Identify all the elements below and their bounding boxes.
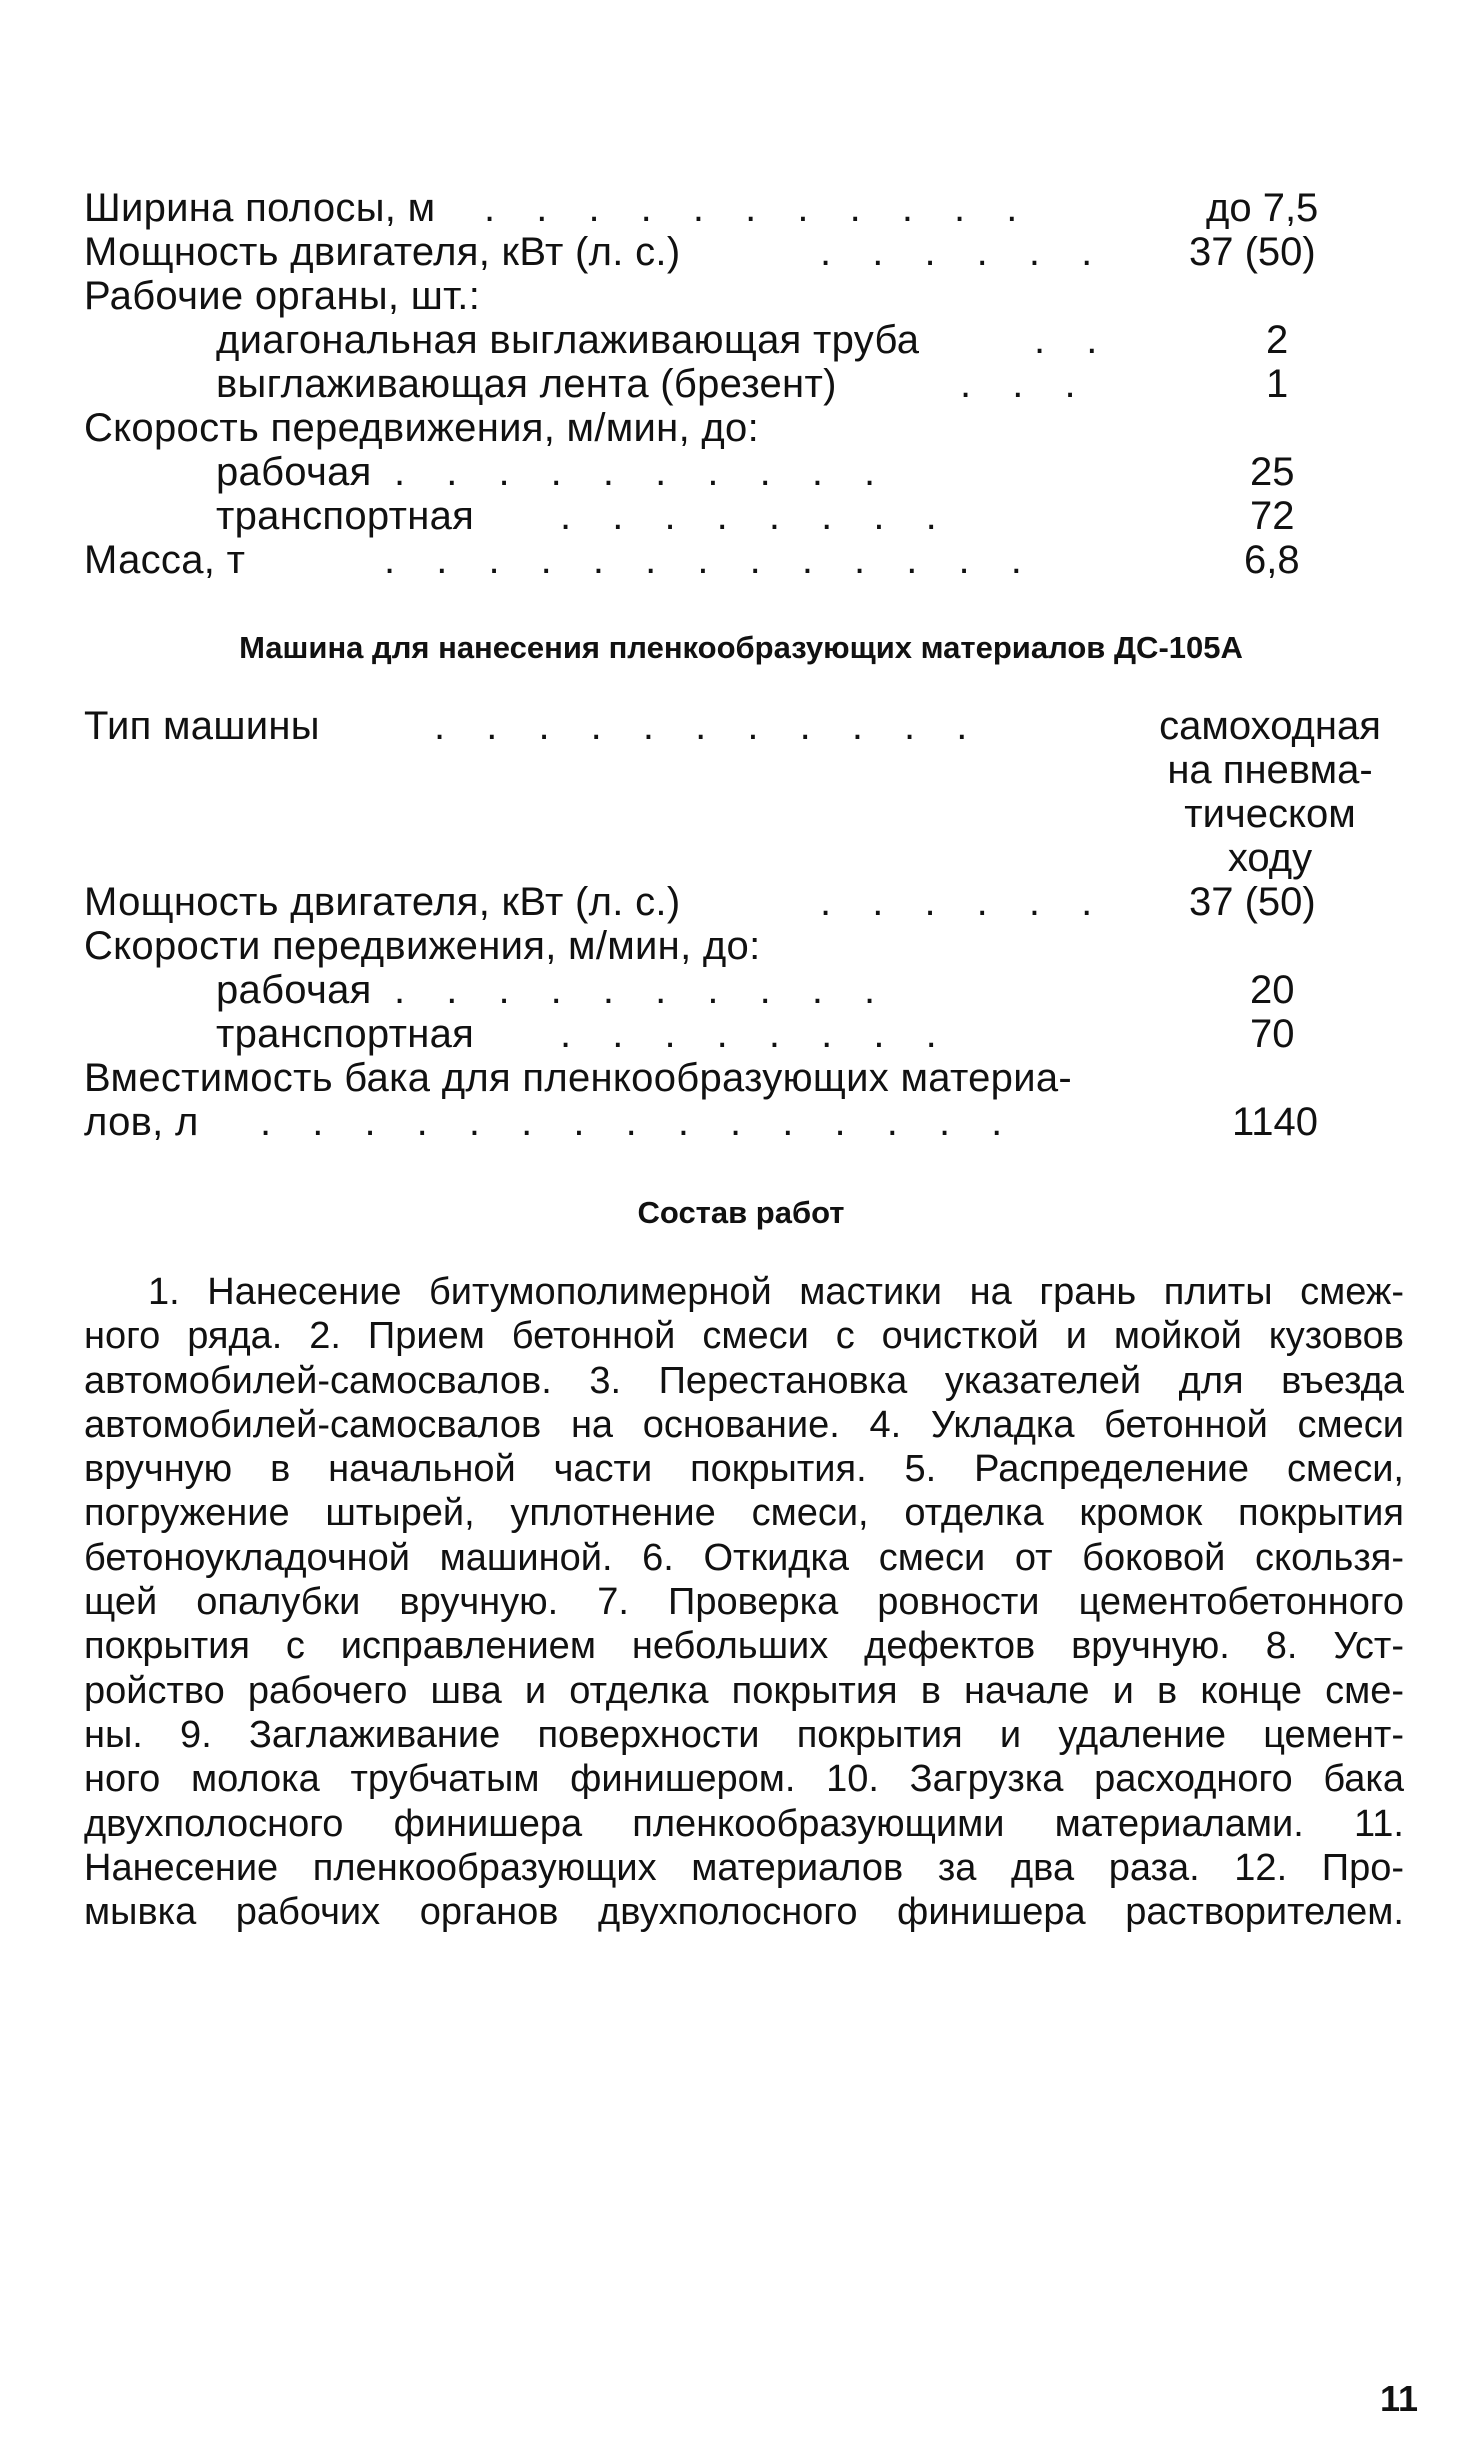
leader-dots: . . . . . . . . . . . . . xyxy=(384,538,1037,582)
spec-value: 72 xyxy=(1250,494,1295,538)
spec-row-tank-2 xyxy=(84,1100,1404,1144)
spec-value: 70 xyxy=(1250,1012,1295,1056)
leader-dots: . . . . . . . . xyxy=(560,1012,952,1056)
spec-row-work-speed-2 xyxy=(84,968,1404,1012)
leader-dots: . . xyxy=(1034,318,1113,362)
spec-label: Рабочие органы, шт.: xyxy=(84,274,481,318)
spec-label: транспортная xyxy=(216,1012,475,1056)
spec-label: рабочая xyxy=(216,450,372,494)
works-line: ного ряда. 2. Прием бетонной смеси с очисткой и мойкой кузовов xyxy=(84,1315,1404,1358)
spec-row-mass xyxy=(84,538,1404,582)
leader-dots: . . . . . . xyxy=(820,230,1108,274)
spec-row-tank xyxy=(84,1056,1404,1100)
spec-label: Скорости передвижения, м/мин, до: xyxy=(84,924,761,968)
spec-row-transport-speed xyxy=(84,494,1404,538)
spec-row-power-2 xyxy=(84,880,1404,924)
spec-value: 1140 xyxy=(1232,1100,1319,1144)
works-line: автомобилей-самосвалов. 3. Перестановка указателей для въезда xyxy=(84,1359,1404,1402)
works-line: ны. 9. Заглаживание поверхности покрытия и удаление цемент- xyxy=(84,1713,1404,1756)
spec-label: Мощность двигателя, кВт (л. с.) xyxy=(84,230,681,274)
spec-value: 1 xyxy=(1266,362,1289,406)
spec-label: Масса, т xyxy=(84,538,246,582)
spec-value: 2 xyxy=(1266,318,1289,362)
works-line: ройство рабочего шва и отделка покрытия в начале и в конце сме- xyxy=(84,1669,1404,1712)
spec-label: диагональная выглаживающая труба xyxy=(216,318,920,362)
works-line: погружение штырей, уплотнение смеси, отделка кромок покрытия xyxy=(84,1492,1404,1535)
works-line: мывка рабочих органов двухполосного финишера растворителем. xyxy=(84,1891,1404,1934)
spec-value: 37 (50) xyxy=(1189,880,1316,924)
spec-row-transport-speed-2 xyxy=(84,1012,1404,1056)
leader-dots: . . . . . . . . . . . . . . . xyxy=(260,1100,1018,1144)
works-line: автомобилей-самосвалов на основание. 4. Укладка бетонной смеси xyxy=(84,1403,1404,1446)
type-value-block xyxy=(1150,704,1390,880)
spec-label: Вместимость бака для пленкообразующих материа- xyxy=(84,1056,1073,1100)
spec-label: рабочая xyxy=(216,968,372,1012)
spec-value: 25 xyxy=(1250,450,1295,494)
type-value-line: ходу xyxy=(1227,836,1313,880)
leader-dots: . . . xyxy=(960,362,1091,406)
spec-value: 6,8 xyxy=(1244,538,1300,582)
works-line: вручную в начальной части покрытия. 5. Распределение смеси, xyxy=(84,1448,1404,1491)
type-value-line: на пневма- xyxy=(1167,748,1373,792)
spec-row-work-speed xyxy=(84,450,1404,494)
type-value-line: тическом xyxy=(1184,792,1356,836)
spec-row-diagonal xyxy=(84,318,1404,362)
section-heading-machine: Машина для нанесения пленкообразующих материалов ДС-105А xyxy=(239,630,1243,665)
leader-dots: . . . . . . . . . . xyxy=(394,968,891,1012)
works-line: ного молока трубчатым финишером. 10. Загрузка расходного бака xyxy=(84,1758,1404,1801)
type-value-line: самоходная xyxy=(1159,704,1381,748)
spec-label: транспортная xyxy=(216,494,475,538)
works-line: двухполосного финишера пленкообразующими материалами. 11. xyxy=(84,1802,1404,1845)
spec-value: 20 xyxy=(1250,968,1295,1012)
spec-value: 37 (50) xyxy=(1189,230,1316,274)
spec-label: выглаживающая лента (брезент) xyxy=(216,362,837,406)
spec-row-organs xyxy=(84,274,1404,318)
leader-dots: . . . . . . . . . . . xyxy=(434,704,983,748)
works-line: покрытия с исправлением небольших дефектов вручную. 8. Уст- xyxy=(84,1625,1404,1668)
works-line: щей опалубки вручную. 7. Проверка ровности цементобетонного xyxy=(84,1581,1404,1624)
spec-label: Ширина полосы, м xyxy=(84,186,436,230)
leader-dots: . . . . . . . . xyxy=(560,494,952,538)
spec-value: до 7,5 xyxy=(1206,186,1319,230)
spec-label: Тип машины xyxy=(84,704,320,748)
works-paragraph xyxy=(84,1270,1404,1934)
leader-dots: . . . . . . . . . . . xyxy=(484,186,1033,230)
spec-row-speeds xyxy=(84,924,1404,968)
section-heading-works: Состав работ xyxy=(637,1195,845,1230)
spec-row-width xyxy=(84,186,1404,230)
spec-row-power xyxy=(84,230,1404,274)
works-line: бетоноукладочной машиной. 6. Откидка смеси от боковой скользя- xyxy=(84,1536,1404,1579)
spec-label: лов, л xyxy=(84,1100,199,1144)
page-number: 11 xyxy=(1380,2378,1419,2419)
works-line: Нанесение пленкообразующих материалов за два раза. 12. Про- xyxy=(84,1846,1404,1889)
leader-dots: . . . . . . . . . . xyxy=(394,450,891,494)
leader-dots: . . . . . . xyxy=(820,880,1108,924)
spec-row-tape xyxy=(84,362,1404,406)
spec-label: Мощность двигателя, кВт (л. с.) xyxy=(84,880,681,924)
works-line: 1. Нанесение битумополимерной мастики на грань плиты смеж- xyxy=(148,1271,1404,1313)
spec-row-speed xyxy=(84,406,1404,450)
spec-label: Скорость передвижения, м/мин, до: xyxy=(84,406,759,450)
